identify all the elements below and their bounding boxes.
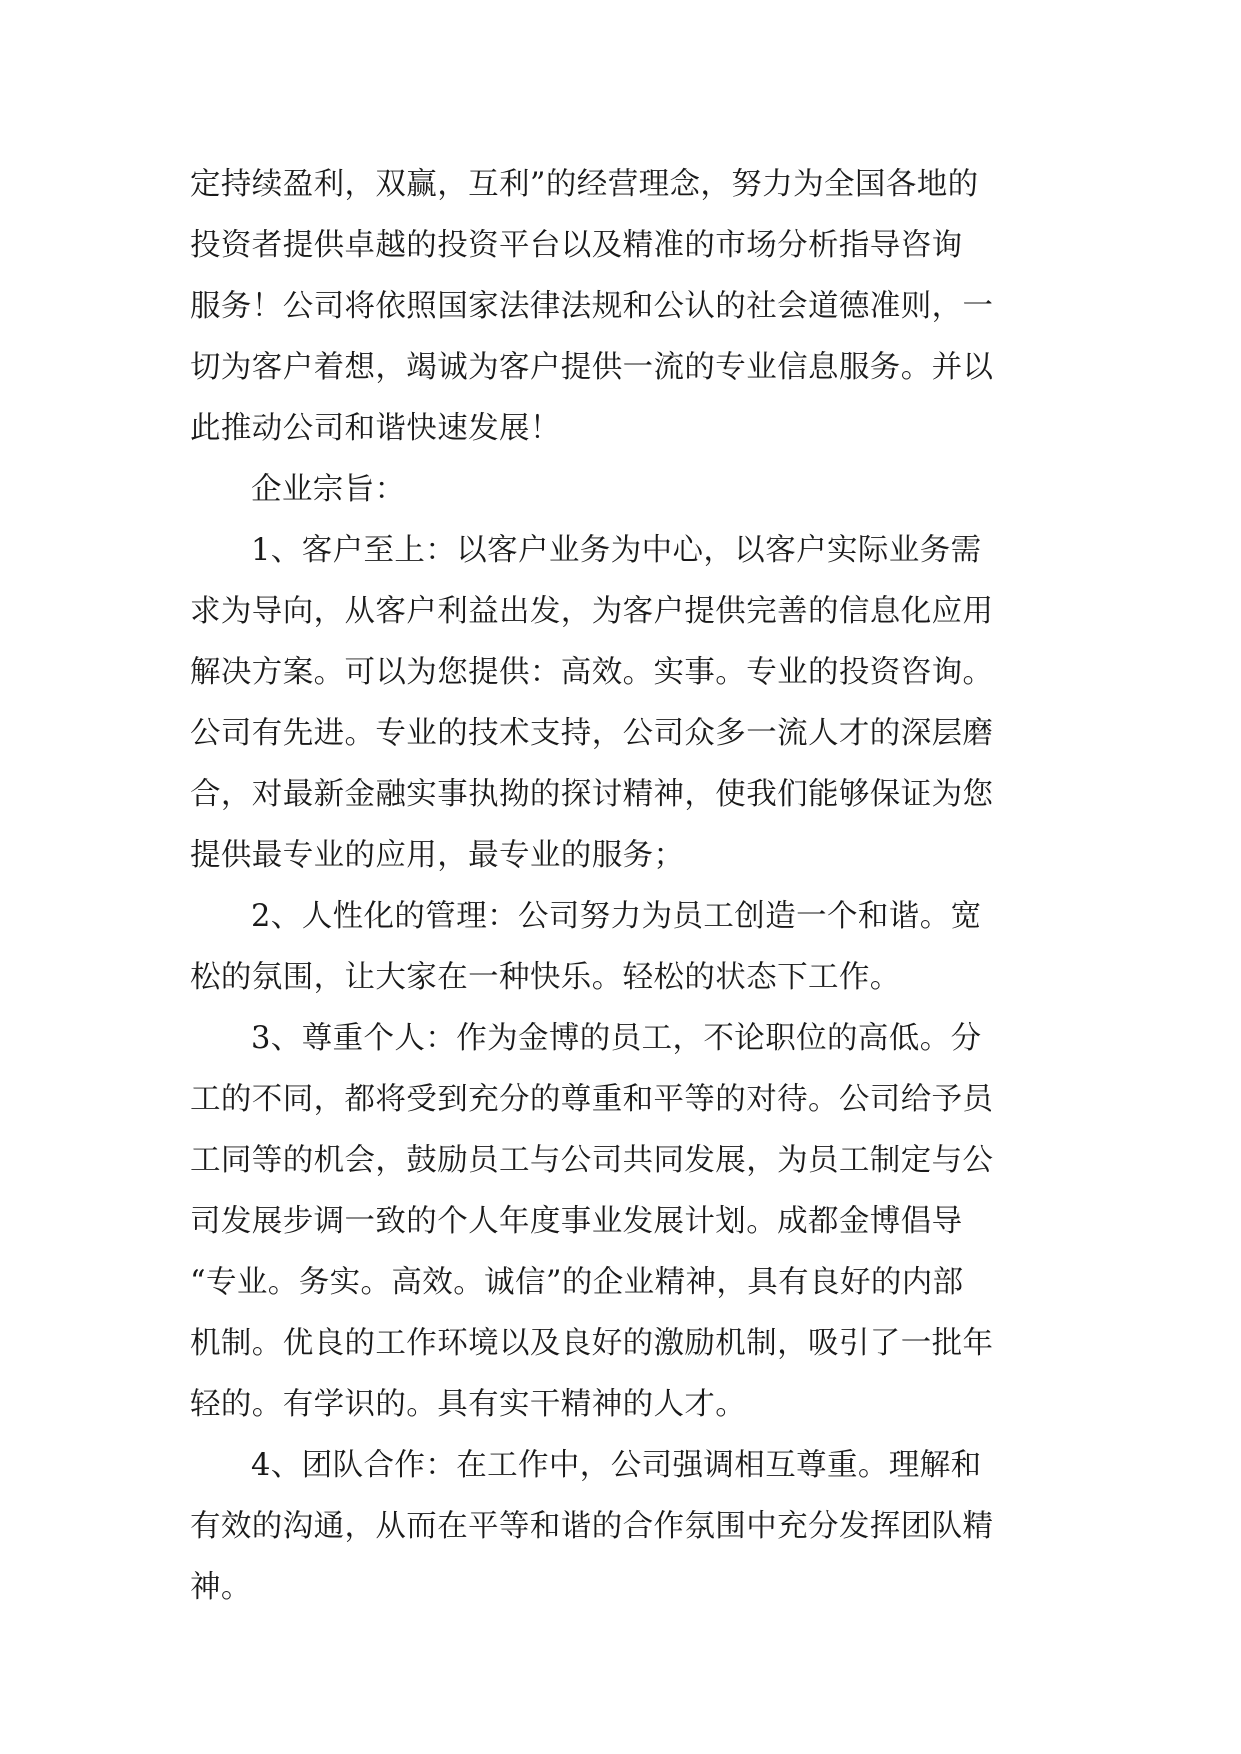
paragraph-line: 服务！公司将依照国家法律法规和公认的社会道德准则，一: [190, 289, 994, 324]
paragraph-line: 工同等的机会，鼓励员工与公司共同发展，为员工制定与公: [190, 1143, 994, 1178]
paragraph-line: 定持续盈利，双赢，互利”的经营理念，努力为全国各地的: [190, 167, 979, 202]
paragraph-line: 神。: [190, 1570, 252, 1605]
paragraph-line: 工的不同，都将受到充分的尊重和平等的对待。公司给予员: [190, 1082, 994, 1117]
paragraph-line: 此推动公司和谐快速发展！: [190, 411, 561, 446]
paragraph-line: 有效的沟通，从而在平等和谐的合作氛围中充分发挥团队精: [190, 1509, 994, 1544]
paragraph-line: 2、人性化的管理：公司努力为员工创造一个和谐。宽: [251, 899, 982, 934]
paragraph-line: 提供最专业的应用，最专业的服务；: [190, 838, 685, 873]
paragraph-line: 3、尊重个人：作为金博的员工，不论职位的高低。分: [251, 1021, 982, 1056]
paragraph-line: 司发展步调一致的个人年度事业发展计划。成都金博倡导: [190, 1204, 963, 1239]
paragraph-line: “专业。务实。高效。诚信”的企业精神，具有良好的内部: [190, 1265, 964, 1300]
paragraph-line: 1、客户至上：以客户业务为中心，以客户实际业务需: [251, 533, 982, 568]
paragraph-line: 松的氛围，让大家在一种快乐。轻松的状态下工作。: [190, 960, 901, 995]
paragraph-line: 公司有先进。专业的技术支持，公司众多一流人才的深层磨: [190, 716, 994, 751]
paragraph-line: 解决方案。可以为您提供：高效。实事。专业的投资咨询。: [190, 655, 994, 690]
paragraph-line: 合，对最新金融实事执拗的探讨精神，使我们能够保证为您: [190, 777, 994, 812]
paragraph-line: 轻的。有学识的。具有实干精神的人才。: [190, 1387, 747, 1422]
paragraph-line: 4、团队合作：在工作中，公司强调相互尊重。理解和: [251, 1448, 982, 1483]
paragraph-line: 机制。优良的工作环境以及良好的激励机制，吸引了一批年: [190, 1326, 994, 1361]
paragraph-line: 求为导向，从客户利益出发，为客户提供完善的信息化应用: [190, 594, 994, 629]
paragraph-line: 投资者提供卓越的投资平台以及精准的市场分析指导咨询: [190, 228, 963, 263]
paragraph-line: 切为客户着想，竭诚为客户提供一流的专业信息服务。并以: [190, 350, 994, 385]
section-heading: 企业宗旨：: [251, 472, 406, 507]
